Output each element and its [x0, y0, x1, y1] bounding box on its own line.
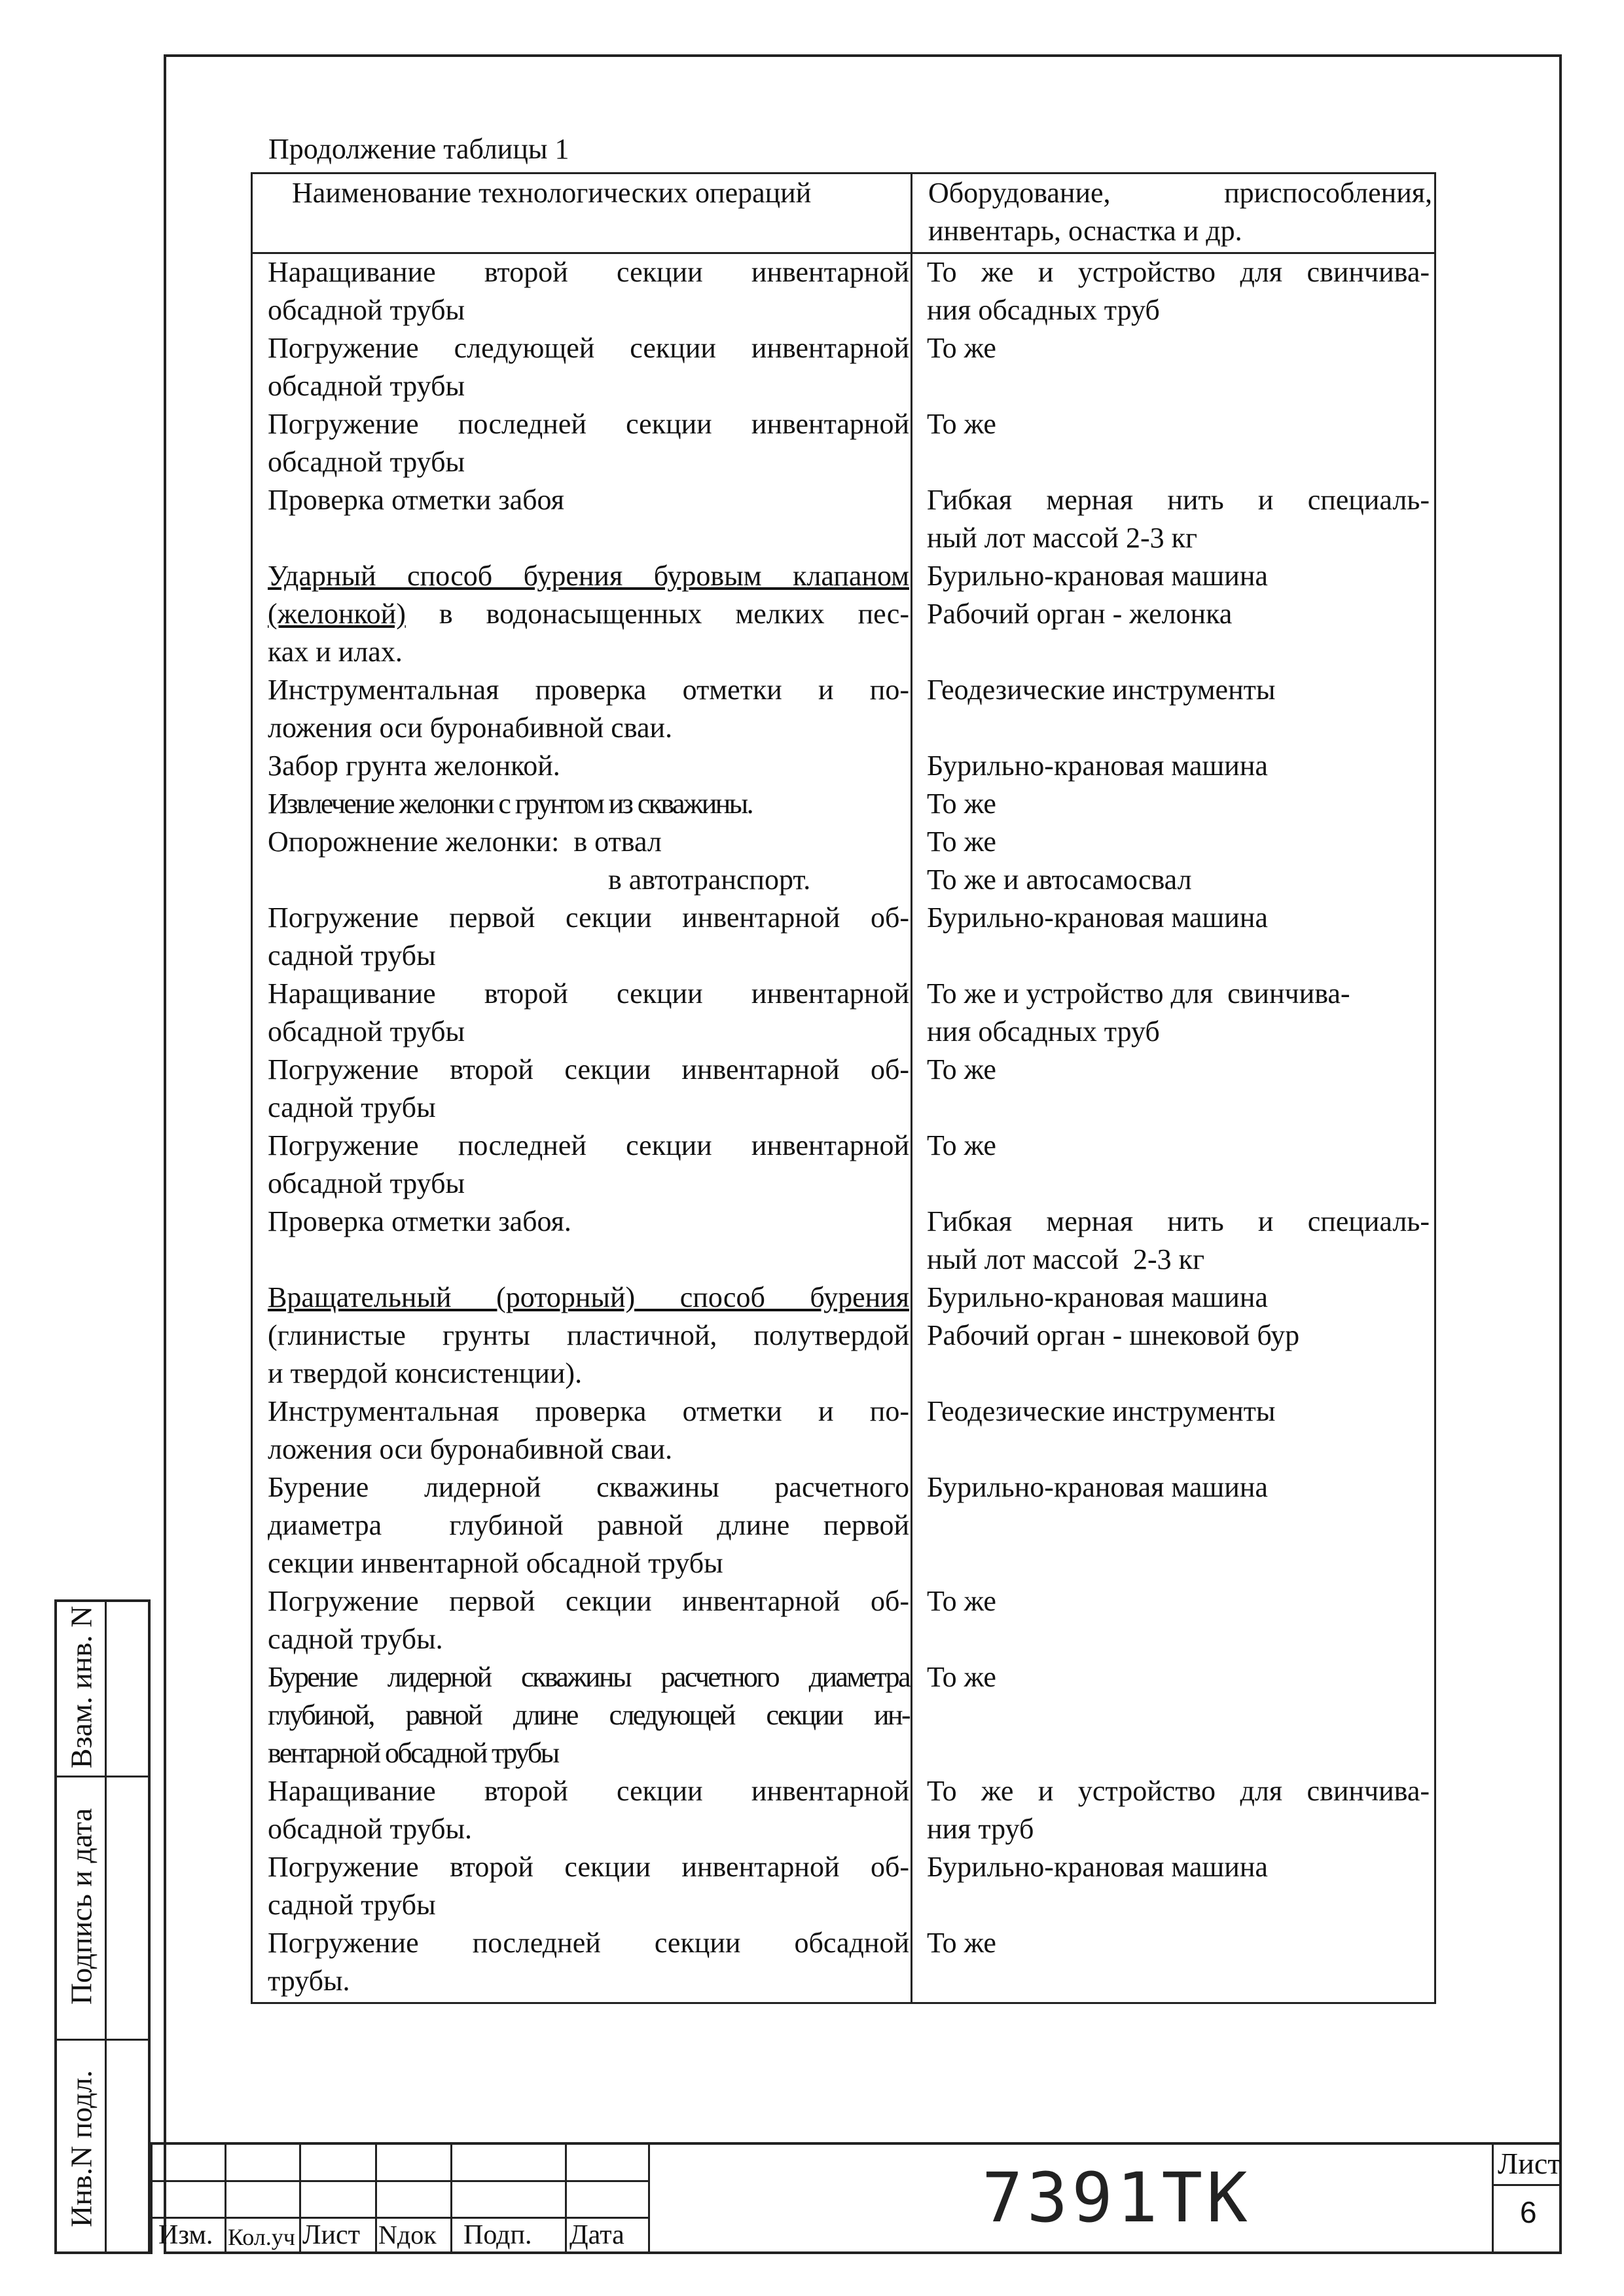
inv-podl-label: Инв.N подл.: [64, 2070, 98, 2227]
title-block: [151, 2142, 1562, 2254]
column-divider: [911, 174, 912, 2002]
data-label: Дата: [569, 2220, 624, 2250]
podp-label: Подп.: [463, 2220, 532, 2250]
sheet-label: Лист: [1498, 2147, 1561, 2180]
side-stamp: [54, 1599, 151, 2254]
kol-uch-label: Кол.уч: [228, 2224, 295, 2250]
ndok-label: Nдок: [378, 2220, 437, 2250]
document-code: 7391ТК: [982, 2158, 1252, 2238]
sheet-number: 6: [1520, 2195, 1537, 2229]
izm-label: Изм.: [158, 2220, 213, 2250]
podpis-data-label: Подпись и дата: [64, 1808, 98, 2005]
table-caption: Продолжение таблицы 1: [268, 133, 569, 165]
list-label: Лист: [302, 2220, 360, 2250]
header-equipment: Оборудование, приспособления, инвентарь, оснастка и др.: [928, 177, 1432, 247]
vzam-inv-label: Взам. инв. N: [64, 1605, 98, 1769]
header-operations: Наименование технологических операций: [292, 177, 812, 209]
